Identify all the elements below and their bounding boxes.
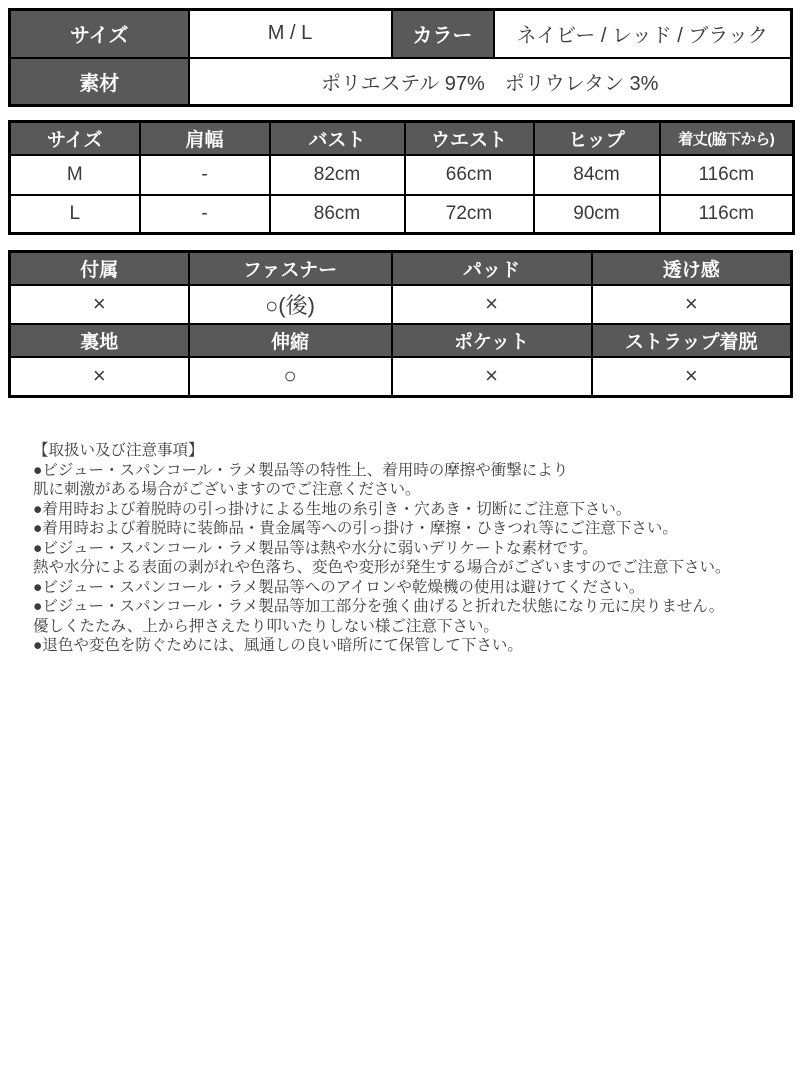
color-label-cell: カラー (392, 10, 494, 58)
features-table (8, 250, 793, 398)
note-line: 熱や水分による表面の剥がれや色落ち、変色や変形が発生する場合がございますのでご注意下さい。 (33, 559, 731, 576)
note-line: ●ビジュー・スパンコール・ラメ製品等の特性上、着用時の摩擦や衝撃により (33, 461, 569, 479)
feature-header-accessory: 付属 (10, 252, 189, 285)
cell-length: 116cm (660, 155, 794, 195)
feature-value-stretch: ○ (189, 357, 392, 397)
feature-value-strap: × (592, 357, 792, 397)
col-header-waist: ウエスト (405, 122, 534, 155)
cell-size: M (10, 155, 140, 195)
cell-shoulder: - (140, 155, 270, 195)
cell-hip: 84cm (534, 155, 660, 195)
note-line: ●ビジュー・スパンコール・ラメ製品等へのアイロンや乾燥機の使用は避けてください。 (33, 578, 645, 596)
table-row-size-m (10, 155, 794, 195)
note-line: ●ビジュー・スパンコール・ラメ製品等は熱や水分に弱いデリケートな素材です。 (33, 539, 598, 557)
cell-bust: 86cm (270, 195, 405, 234)
note-line: 優しくたたみ、上から押さえたり叩いたりしない様ご注意下さい。 (33, 617, 499, 635)
color-value-cell: ネイビー / レッド / ブラック (494, 10, 792, 58)
cell-waist: 72cm (405, 195, 534, 234)
care-notes (33, 441, 778, 656)
col-header-hip: ヒップ (534, 122, 660, 155)
table-row-size-l (10, 195, 794, 234)
col-header-shoulder: 肩幅 (140, 122, 270, 155)
cell-shoulder: - (140, 195, 270, 234)
feature-header-pocket: ポケット (392, 324, 592, 357)
cell-bust: 82cm (270, 155, 405, 195)
size-value-cell: M / L (189, 10, 392, 58)
material-value-cell: ポリエステル 97% ポリウレタン 3% (189, 58, 792, 106)
measurements-table (8, 120, 795, 235)
feature-value-sheerness: × (592, 285, 792, 324)
feature-header-strap: ストラップ着脱 (592, 324, 792, 357)
cell-hip: 90cm (534, 195, 660, 234)
material-label-cell: 素材 (10, 58, 189, 106)
note-line: ●退色や変色を防ぐためには、風通しの良い暗所にて保管して下さい。 (33, 637, 523, 654)
feature-header-stretch: 伸縮 (189, 324, 392, 357)
col-header-bust: バスト (270, 122, 405, 155)
col-header-size: サイズ (10, 122, 140, 155)
note-line: ●着用時および着脱時に装飾品・貴金属等への引っ掛け・摩擦・ひきつれ等にご注意下さい。 (33, 520, 678, 537)
care-notes-title: 【取扱い及び注意事項】 (33, 442, 204, 459)
spec-table (8, 8, 793, 107)
feature-value-pocket: × (392, 357, 592, 397)
cell-waist: 66cm (405, 155, 534, 195)
note-line: ●着用時および着脱時の引っ掛けによる生地の糸引き・穴あき・切断にご注意下さい。 (33, 500, 632, 518)
feature-value-lining: × (10, 357, 189, 397)
col-header-length: 着丈(脇下から) (660, 122, 794, 155)
cell-size: L (10, 195, 140, 234)
cell-length: 116cm (660, 195, 794, 234)
feature-value-accessory: × (10, 285, 189, 324)
feature-value-pad: × (392, 285, 592, 324)
feature-header-zipper: ファスナー (189, 252, 392, 285)
feature-header-sheerness: 透け感 (592, 252, 792, 285)
note-line: ●ビジュー・スパンコール・ラメ製品等加工部分を強く曲げると折れた状態になり元に戻りません。 (33, 598, 725, 615)
feature-header-pad: パッド (392, 252, 592, 285)
size-label-cell: サイズ (10, 10, 189, 58)
feature-header-lining: 裏地 (10, 324, 189, 357)
feature-value-zipper: ○(後) (189, 285, 392, 324)
note-line: 肌に刺激がある場合がございますのでご注意ください。 (33, 481, 421, 498)
